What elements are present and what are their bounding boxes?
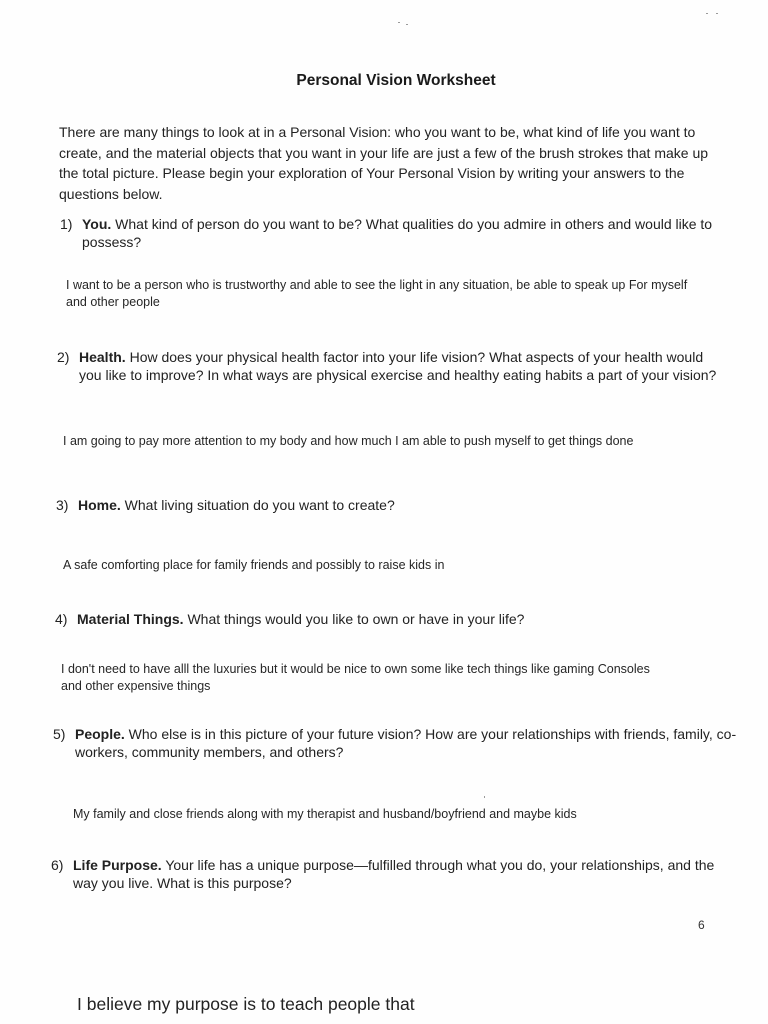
question-text: What living situation do you want to create? bbox=[120, 497, 395, 513]
page-number: 6 bbox=[698, 918, 705, 932]
answer-4: I don't need to have alll the luxuries but it would be nice to own some like tech things like gaming Consoles and other expensive things bbox=[61, 662, 650, 693]
scan-speck bbox=[398, 22, 400, 23]
question-lead: Life Purpose. bbox=[73, 857, 162, 873]
question-lead: Health. bbox=[79, 349, 126, 365]
question-body bbox=[78, 497, 726, 515]
question-5 bbox=[53, 726, 743, 761]
question-body bbox=[82, 216, 730, 251]
question-text: How does your physical health factor into your life vision? What aspects of your health would you like to improve? In what ways are physical exercise and healthy eating habits a part of your vision? bbox=[79, 349, 717, 383]
question-text: What kind of person do you want to be? What qualities do you admire in others and would like to possess? bbox=[82, 216, 713, 250]
scan-speck bbox=[484, 796, 485, 798]
question-3 bbox=[56, 497, 726, 515]
question-number: 2) bbox=[57, 349, 70, 365]
question-1 bbox=[60, 216, 730, 251]
question-6 bbox=[51, 857, 741, 892]
question-lead: Material Things. bbox=[77, 611, 184, 627]
answer-2: I am going to pay more attention to my body and how much I am able to push myself to get things done bbox=[63, 434, 634, 448]
question-4 bbox=[55, 611, 735, 629]
intro-paragraph: There are many things to look at in a Personal Vision: who you want to be, what kind of life you want to create, and the material objects that you want in your life are just a few of the brush strokes that make up the total picture. Please begin your exploration of Your Personal Vision by writing your answers to the questions below. bbox=[59, 124, 709, 202]
question-lead: Home. bbox=[78, 497, 121, 513]
question-body bbox=[73, 857, 741, 892]
question-number: 3) bbox=[56, 497, 69, 513]
question-text: Who else is in this picture of your future vision? How are your relationships with friends, family, co-workers, community members, and others? bbox=[75, 726, 737, 760]
page-title: Personal Vision Worksheet bbox=[296, 72, 496, 89]
answer-3: A safe comforting place for family friends and possibly to raise kids in bbox=[63, 558, 445, 572]
scan-speck bbox=[716, 13, 718, 14]
question-number: 4) bbox=[55, 611, 68, 627]
question-lead: People. bbox=[75, 726, 125, 742]
question-number: 6) bbox=[51, 857, 64, 873]
question-text: What things would you like to own or have in your life? bbox=[183, 611, 525, 627]
question-body bbox=[79, 349, 727, 384]
scan-speck bbox=[706, 13, 708, 14]
question-body bbox=[75, 726, 743, 761]
question-body bbox=[77, 611, 735, 629]
scan-speck bbox=[406, 24, 408, 25]
question-2 bbox=[57, 349, 727, 384]
question-text: Your life has a unique purpose—fulfilled through what you do, your relationships, and the way you live. What is this purpose? bbox=[73, 857, 715, 891]
question-number: 5) bbox=[53, 726, 66, 742]
answer-1: I want to be a person who is trustworthy and able to see the light in any situation, be able to speak up For myself and other people bbox=[66, 278, 688, 309]
answer-6: I believe my purpose is to teach people that bbox=[77, 994, 415, 1014]
question-lead: You. bbox=[82, 216, 112, 232]
question-number: 1) bbox=[60, 216, 73, 232]
answer-5: My family and close friends along with my therapist and husband/boyfriend and maybe kids bbox=[73, 807, 577, 821]
